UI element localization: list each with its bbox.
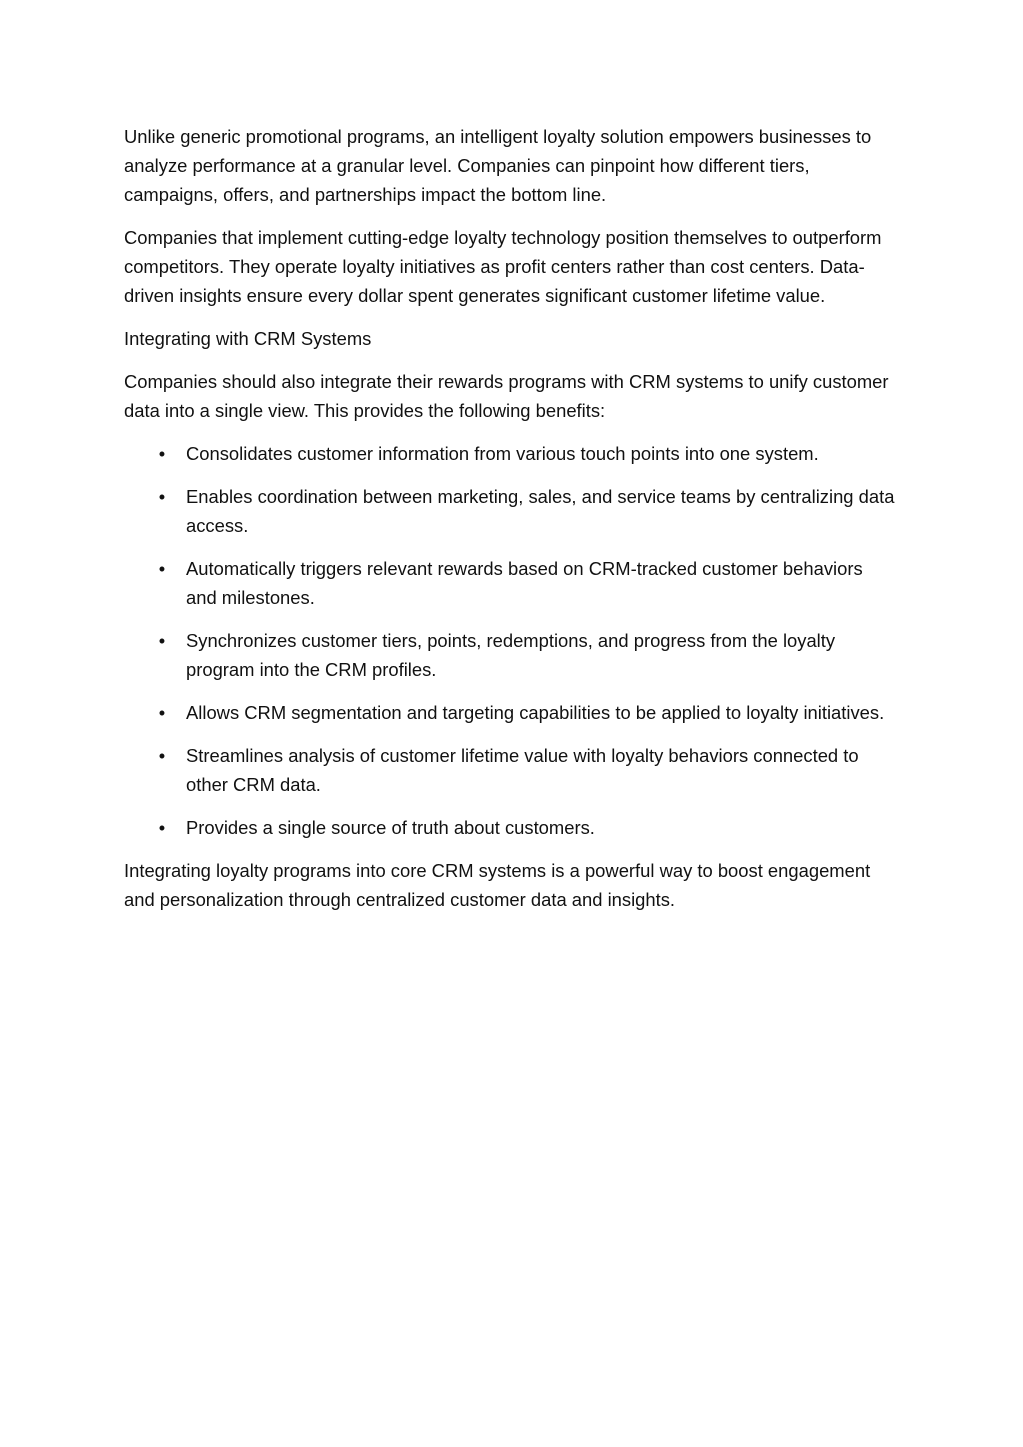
- bullet-icon: •: [158, 630, 166, 651]
- benefit-text: Provides a single source of truth about customers.: [186, 817, 595, 838]
- benefit-item: [124, 813, 896, 842]
- benefit-item: [124, 439, 896, 468]
- benefit-item: [124, 698, 896, 727]
- intro-paragraph-2: Companies that implement cutting-edge loyalty technology position themselves to outperform competitors. They operate loyalty initiatives as profit centers rather than cost centers. Data-driven insights ensure every dollar spent generates significant customer lifetime value.: [124, 227, 882, 306]
- document-body: [124, 122, 896, 928]
- benefit-item: [124, 554, 896, 612]
- benefit-text: Streamlines analysis of customer lifetime value with loyalty behaviors connected to other CRM data.: [186, 745, 859, 795]
- section-intro-paragraph: Companies should also integrate their rewards programs with CRM systems to unify customer data into a single view. This provides the following benefits:: [124, 371, 889, 421]
- benefits-list: [124, 439, 896, 842]
- conclusion-paragraph: Integrating loyalty programs into core CRM systems is a powerful way to boost engagement and personalization through centralized customer data and insights.: [124, 860, 871, 910]
- benefit-text: Synchronizes customer tiers, points, redemptions, and progress from the loyalty program into the CRM profiles.: [186, 630, 836, 680]
- bullet-icon: •: [158, 558, 166, 579]
- benefit-text: Automatically triggers relevant rewards based on CRM-tracked customer behaviors and milestones.: [186, 558, 863, 608]
- benefit-item: [124, 741, 896, 799]
- benefit-text: Consolidates customer information from various touch points into one system.: [186, 443, 819, 464]
- bullet-icon: •: [158, 443, 166, 464]
- bullet-icon: •: [158, 745, 166, 766]
- benefit-text: Enables coordination between marketing, sales, and service teams by centralizing data access.: [186, 486, 895, 536]
- intro-paragraph-1: Unlike generic promotional programs, an intelligent loyalty solution empowers businesses to analyze performance at a granular level. Companies can pinpoint how different tiers, campaigns, offers, and partnerships impact the bottom line.: [124, 126, 872, 205]
- benefit-item: [124, 626, 896, 684]
- benefit-text: Allows CRM segmentation and targeting capabilities to be applied to loyalty initiatives.: [186, 702, 885, 723]
- section-heading: Integrating with CRM Systems: [124, 328, 372, 349]
- bullet-icon: •: [158, 817, 166, 838]
- bullet-icon: •: [158, 486, 166, 507]
- benefit-item: [124, 482, 896, 540]
- bullet-icon: •: [158, 702, 166, 723]
